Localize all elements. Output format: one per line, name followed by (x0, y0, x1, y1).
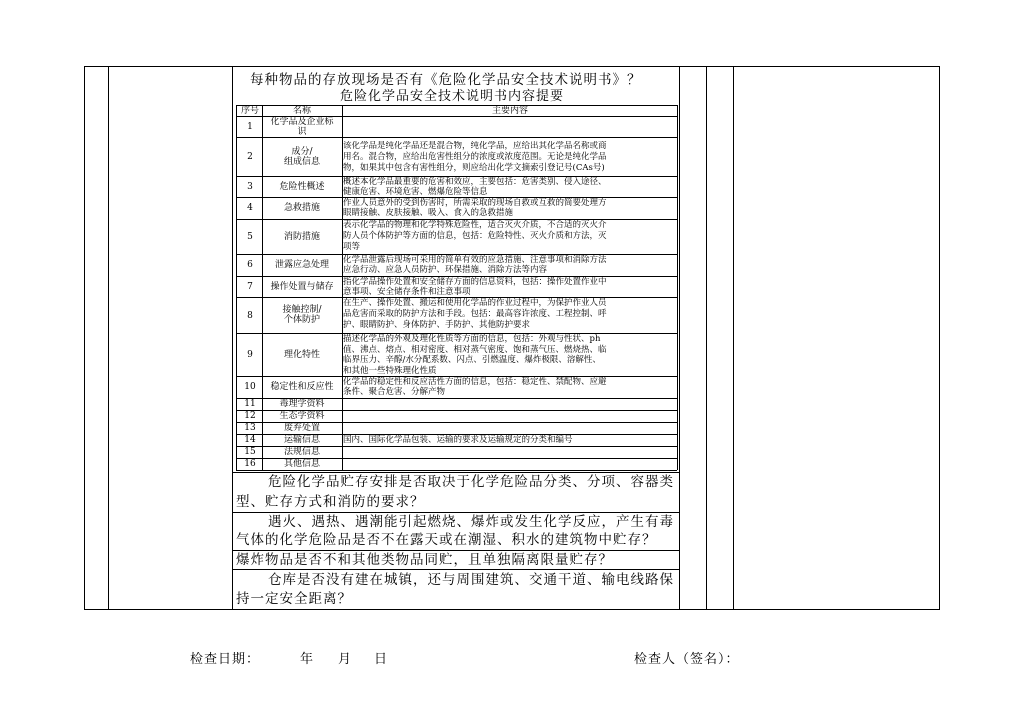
row-name: 接触控制/ 个体防护 (282, 305, 322, 325)
row-name: 废弃处置 (283, 423, 320, 433)
grid-line (236, 105, 237, 470)
row-name: 毒理学资料 (279, 399, 325, 409)
row-name: 危险性概述 (279, 182, 325, 192)
row-name: 运输信息 (283, 435, 320, 445)
grid-line (236, 137, 677, 138)
header-content: 主要内容 (491, 106, 528, 116)
grid-line (677, 105, 678, 470)
question-warehouse-distance-line1: 仓库是否没有建在城镇，还与周围建筑、交通干道、输电线路保 (268, 572, 674, 588)
row-num: 8 (247, 311, 253, 321)
row-content: 国内、国际化学品包装、运输的要求及运输规定的分类和编号 (343, 435, 573, 445)
column-divider (733, 66, 734, 609)
row-name: 其他信息 (283, 459, 320, 469)
inspector-signature-label: 检查人（签名）： (634, 652, 740, 667)
row-name: 化学品及企业标 识 (270, 117, 334, 137)
row-num: 12 (244, 411, 256, 421)
date-day-label: 日 (374, 652, 388, 667)
row-num: 1 (247, 122, 253, 132)
row-content: 在生产、操作处置、搬运和使用化学品的作业过程中，为保护作业人员 品危害而采取的防护方法和手段。包括：最高容许浓度、工程控制、呼 护、眼睛防护、身体防护、手防护、其他防护要求 (343, 298, 607, 330)
column-divider (108, 66, 109, 609)
row-num: 14 (244, 435, 256, 445)
row-content: 化学品的稳定性和反应活性方面的信息，包括：稳定性、禁配物、应避 条件、聚合危害、分解产物 (343, 377, 607, 397)
column-divider (232, 66, 233, 609)
column-divider (706, 66, 707, 609)
question-explosives-isolation: 爆炸物品是否不和其他类物品同贮，且单独隔离限量贮存？ (236, 552, 613, 568)
row-name: 成分/ 组成信息 (283, 147, 320, 167)
row-content: 描述化学品的外观及理化性质等方面的信息，包括：外观与性状、ph 值、沸点、熔点、相对密度、相对蒸气密度、饱和蒸气压、燃烧热、临 临界压力、辛醇/水分配系数、闪点、引燃温度、爆炸极限、溶解性、 和其他一些特殊理化性质 (343, 334, 607, 376)
row-num: 3 (247, 182, 253, 192)
question-storage-arrangement-line2: 型、贮存方式和消防的要求？ (236, 494, 425, 510)
row-name: 稳定性和反应性 (270, 382, 334, 392)
date-month-label: 月 (338, 652, 352, 667)
row-name: 消防措施 (283, 232, 320, 242)
msds-table-title: 危险化学品安全技术说明书内容提要 (340, 89, 565, 104)
grid-line (236, 105, 677, 106)
header-name: 名称 (292, 106, 311, 116)
table-left-border (84, 66, 85, 609)
question-reactive-storage-line2: 气体的化学危险品是否不在露天或在潮湿、积水的建筑物中贮存？ (236, 532, 657, 548)
question-msds-present: 每种物品的存放现场是否有《危险化学品安全技术说明书》？ (250, 72, 642, 88)
row-num: 11 (244, 399, 256, 409)
row-name: 理化特性 (283, 350, 320, 360)
row-content: 该化学品是纯化学品还是混合物，纯化学品，应给出其化学品名称或商 用名。混合物，应给出危害性组分的浓度或浓度范围。无论是纯化学品 物，如果其中包含有害性组分，则应给出化学文摘索引登记号(CAs号) (343, 141, 607, 173)
row-name: 急救措施 (283, 203, 320, 213)
row-name: 法规信息 (283, 447, 320, 457)
row-num: 16 (244, 459, 256, 469)
question-reactive-storage-line1: 遇火、遇热、遇潮能引起燃烧、爆炸或发生化学反应，产生有毒 (268, 514, 674, 530)
question-storage-arrangement-line1: 危险化学品贮存安排是否取决于化学危险品分类、分项、容器类 (268, 474, 674, 490)
row-content: 作业人员意外的受到伤害时，所需采取的现场自救或互救的简要处理方 眼睛接触、皮肤接触、吸入、食入的急救措施 (343, 198, 607, 218)
row-name: 操作处置与储存 (270, 282, 334, 292)
table-right-border (939, 66, 940, 609)
table-top-border (84, 66, 940, 67)
row-num: 5 (247, 232, 253, 242)
row-num: 6 (247, 260, 253, 270)
row-name: 生态学资料 (279, 411, 325, 421)
check-date-label: 检查日期： (190, 652, 261, 667)
column-divider (679, 66, 680, 609)
row-num: 9 (247, 350, 253, 360)
row-num: 10 (244, 382, 256, 392)
date-year-label: 年 (300, 652, 314, 667)
question-warehouse-distance-line2: 持一定安全距离？ (236, 591, 352, 607)
row-content: 指化学品操作处置和安全储存方面的信息资料，包括：操作处置作业中 意事项、安全储存条件和注意事项 (343, 277, 607, 297)
table-bottom-border (84, 609, 940, 610)
row-num: 15 (244, 447, 256, 457)
row-content: 概述本化学品最重要的危害和效应，主要包括：危害类别、侵入途径、 健康危害、环境危害、燃爆危险等信息 (343, 177, 607, 197)
row-content: 表示化学品的物理和化学特殊危险性，适合灭火介质，不合适的灭火介 防人员个体防护等方面的信息，包括：危险特性、灭火介质和方法，灭 项等 (343, 220, 607, 252)
grid-line (236, 470, 677, 471)
row-num: 13 (244, 423, 256, 433)
row-num: 2 (247, 152, 253, 162)
row-content: 化学品泄露后现场可采用的简单有效的应急措施、注意事项和消除方法 应急行动、应急人员防护、环保措施、消除方法等内容 (343, 255, 607, 275)
header-num: 序号 (240, 106, 259, 116)
row-num: 7 (247, 282, 253, 292)
row-name: 泄露应急处理 (274, 260, 329, 270)
row-num: 4 (247, 203, 253, 213)
